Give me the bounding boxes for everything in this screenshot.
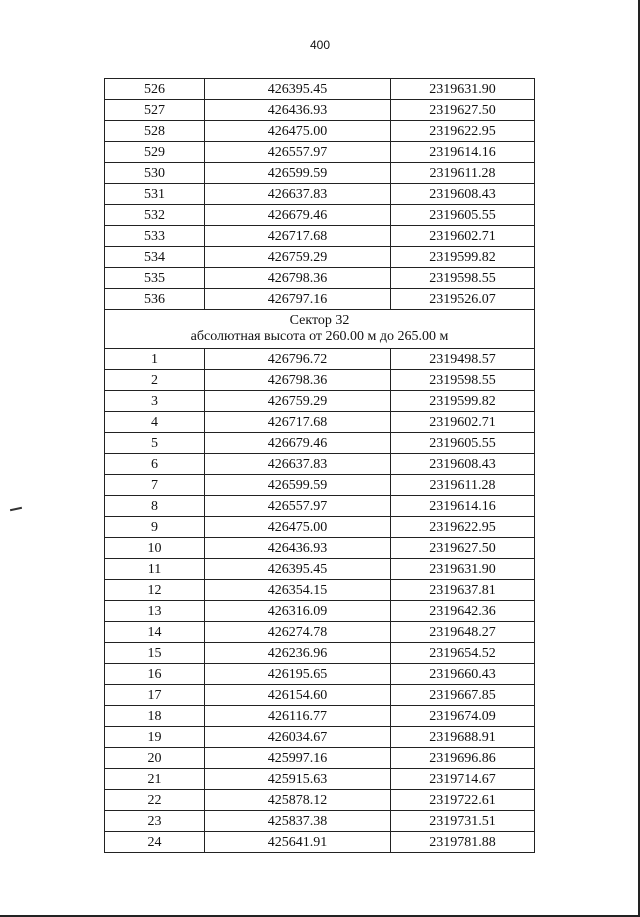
x-coordinate-cell: 426796.72 (205, 349, 391, 370)
table-row (105, 121, 535, 142)
table-row (105, 247, 535, 268)
table-row (105, 559, 535, 580)
x-coordinate-cell: 425641.91 (205, 832, 391, 853)
x-coordinate-cell: 426759.29 (205, 391, 391, 412)
table-row (105, 268, 535, 289)
x-coordinate-cell: 426236.96 (205, 643, 391, 664)
table-row (105, 811, 535, 832)
section-header-cell (105, 310, 535, 349)
y-coordinate-cell: 2319605.55 (391, 433, 535, 454)
point-number-cell: 3 (105, 391, 205, 412)
point-number-cell: 5 (105, 433, 205, 454)
y-coordinate-cell: 2319660.43 (391, 664, 535, 685)
point-number-cell: 534 (105, 247, 205, 268)
table-row (105, 538, 535, 559)
point-number-cell: 19 (105, 727, 205, 748)
x-coordinate-cell: 426034.67 (205, 727, 391, 748)
point-number-cell: 533 (105, 226, 205, 247)
table-row (105, 289, 535, 310)
table-row (105, 496, 535, 517)
x-coordinate-cell: 425997.16 (205, 748, 391, 769)
section-title: Сектор 32 (289, 313, 350, 328)
x-coordinate-cell: 426679.46 (205, 205, 391, 226)
x-coordinate-cell: 426154.60 (205, 685, 391, 706)
x-coordinate-cell: 426637.83 (205, 454, 391, 475)
x-coordinate-cell: 426798.36 (205, 370, 391, 391)
x-coordinate-cell: 426717.68 (205, 412, 391, 433)
table-row (105, 205, 535, 226)
table-row (105, 685, 535, 706)
point-number-cell: 17 (105, 685, 205, 706)
margin-mark (10, 507, 22, 511)
point-number-cell: 18 (105, 706, 205, 727)
table-row (105, 517, 535, 538)
table-row (105, 184, 535, 205)
y-coordinate-cell: 2319614.16 (391, 142, 535, 163)
y-coordinate-cell: 2319642.36 (391, 601, 535, 622)
y-coordinate-cell: 2319526.07 (391, 289, 535, 310)
coordinates-table (104, 78, 535, 853)
y-coordinate-cell: 2319627.50 (391, 538, 535, 559)
point-number-cell: 526 (105, 79, 205, 100)
point-number-cell: 535 (105, 268, 205, 289)
x-coordinate-cell: 426436.93 (205, 538, 391, 559)
x-coordinate-cell: 426475.00 (205, 517, 391, 538)
point-number-cell: 16 (105, 664, 205, 685)
x-coordinate-cell: 425837.38 (205, 811, 391, 832)
point-number-cell: 21 (105, 769, 205, 790)
y-coordinate-cell: 2319611.28 (391, 163, 535, 184)
y-coordinate-cell: 2319498.57 (391, 349, 535, 370)
table-row (105, 100, 535, 121)
point-number-cell: 13 (105, 601, 205, 622)
table-row (105, 391, 535, 412)
table-row (105, 475, 535, 496)
y-coordinate-cell: 2319599.82 (391, 391, 535, 412)
point-number-cell: 20 (105, 748, 205, 769)
x-coordinate-cell: 426557.97 (205, 496, 391, 517)
table-rows-sector-32 (105, 349, 535, 853)
point-number-cell: 528 (105, 121, 205, 142)
table-row (105, 142, 535, 163)
y-coordinate-cell: 2319614.16 (391, 496, 535, 517)
section-header-row (105, 310, 535, 349)
y-coordinate-cell: 2319608.43 (391, 184, 535, 205)
point-number-cell: 532 (105, 205, 205, 226)
y-coordinate-cell: 2319631.90 (391, 79, 535, 100)
y-coordinate-cell: 2319654.52 (391, 643, 535, 664)
point-number-cell: 1 (105, 349, 205, 370)
y-coordinate-cell: 2319599.82 (391, 247, 535, 268)
point-number-cell: 527 (105, 100, 205, 121)
y-coordinate-cell: 2319722.61 (391, 790, 535, 811)
point-number-cell: 14 (105, 622, 205, 643)
table-row (105, 412, 535, 433)
x-coordinate-cell: 426679.46 (205, 433, 391, 454)
point-number-cell: 529 (105, 142, 205, 163)
x-coordinate-cell: 426599.59 (205, 163, 391, 184)
table-row (105, 643, 535, 664)
y-coordinate-cell: 2319608.43 (391, 454, 535, 475)
x-coordinate-cell: 426637.83 (205, 184, 391, 205)
point-number-cell: 2 (105, 370, 205, 391)
x-coordinate-cell: 426395.45 (205, 559, 391, 580)
table-row (105, 79, 535, 100)
x-coordinate-cell: 426797.16 (205, 289, 391, 310)
x-coordinate-cell: 426116.77 (205, 706, 391, 727)
x-coordinate-cell: 426436.93 (205, 100, 391, 121)
table-row (105, 790, 535, 811)
y-coordinate-cell: 2319598.55 (391, 268, 535, 289)
table-row (105, 727, 535, 748)
point-number-cell: 23 (105, 811, 205, 832)
section-subtitle: абсолютная высота от 260.00 м до 265.00 м (190, 329, 449, 344)
x-coordinate-cell: 426599.59 (205, 475, 391, 496)
table-row (105, 163, 535, 184)
y-coordinate-cell: 2319667.85 (391, 685, 535, 706)
point-number-cell: 24 (105, 832, 205, 853)
table-row (105, 370, 535, 391)
point-number-cell: 15 (105, 643, 205, 664)
point-number-cell: 6 (105, 454, 205, 475)
y-coordinate-cell: 2319674.09 (391, 706, 535, 727)
point-number-cell: 4 (105, 412, 205, 433)
table-row (105, 349, 535, 370)
y-coordinate-cell: 2319602.71 (391, 226, 535, 247)
x-coordinate-cell: 426475.00 (205, 121, 391, 142)
table-row (105, 580, 535, 601)
x-coordinate-cell: 426798.36 (205, 268, 391, 289)
y-coordinate-cell: 2319731.51 (391, 811, 535, 832)
y-coordinate-cell: 2319688.91 (391, 727, 535, 748)
page-number: 400 (309, 38, 331, 52)
table-row (105, 748, 535, 769)
y-coordinate-cell: 2319714.67 (391, 769, 535, 790)
y-coordinate-cell: 2319605.55 (391, 205, 535, 226)
table-row (105, 622, 535, 643)
section-header-group (105, 310, 535, 349)
x-coordinate-cell: 426717.68 (205, 226, 391, 247)
point-number-cell: 10 (105, 538, 205, 559)
y-coordinate-cell: 2319598.55 (391, 370, 535, 391)
table-rows-previous-sector (105, 79, 535, 310)
x-coordinate-cell: 426316.09 (205, 601, 391, 622)
point-number-cell: 11 (105, 559, 205, 580)
x-coordinate-cell: 425915.63 (205, 769, 391, 790)
y-coordinate-cell: 2319637.81 (391, 580, 535, 601)
x-coordinate-cell: 426557.97 (205, 142, 391, 163)
point-number-cell: 12 (105, 580, 205, 601)
y-coordinate-cell: 2319648.27 (391, 622, 535, 643)
y-coordinate-cell: 2319622.95 (391, 121, 535, 142)
table-row (105, 832, 535, 853)
table-row (105, 226, 535, 247)
table-row (105, 601, 535, 622)
y-coordinate-cell: 2319696.86 (391, 748, 535, 769)
y-coordinate-cell: 2319622.95 (391, 517, 535, 538)
table-row (105, 706, 535, 727)
y-coordinate-cell: 2319627.50 (391, 100, 535, 121)
x-coordinate-cell: 426195.65 (205, 664, 391, 685)
y-coordinate-cell: 2319781.88 (391, 832, 535, 853)
point-number-cell: 8 (105, 496, 205, 517)
point-number-cell: 536 (105, 289, 205, 310)
x-coordinate-cell: 426354.15 (205, 580, 391, 601)
table-row (105, 664, 535, 685)
table-row (105, 454, 535, 475)
y-coordinate-cell: 2319631.90 (391, 559, 535, 580)
y-coordinate-cell: 2319611.28 (391, 475, 535, 496)
table-row (105, 769, 535, 790)
x-coordinate-cell: 426274.78 (205, 622, 391, 643)
point-number-cell: 9 (105, 517, 205, 538)
point-number-cell: 530 (105, 163, 205, 184)
point-number-cell: 22 (105, 790, 205, 811)
point-number-cell: 531 (105, 184, 205, 205)
x-coordinate-cell: 426759.29 (205, 247, 391, 268)
y-coordinate-cell: 2319602.71 (391, 412, 535, 433)
table-row (105, 433, 535, 454)
x-coordinate-cell: 425878.12 (205, 790, 391, 811)
point-number-cell: 7 (105, 475, 205, 496)
x-coordinate-cell: 426395.45 (205, 79, 391, 100)
